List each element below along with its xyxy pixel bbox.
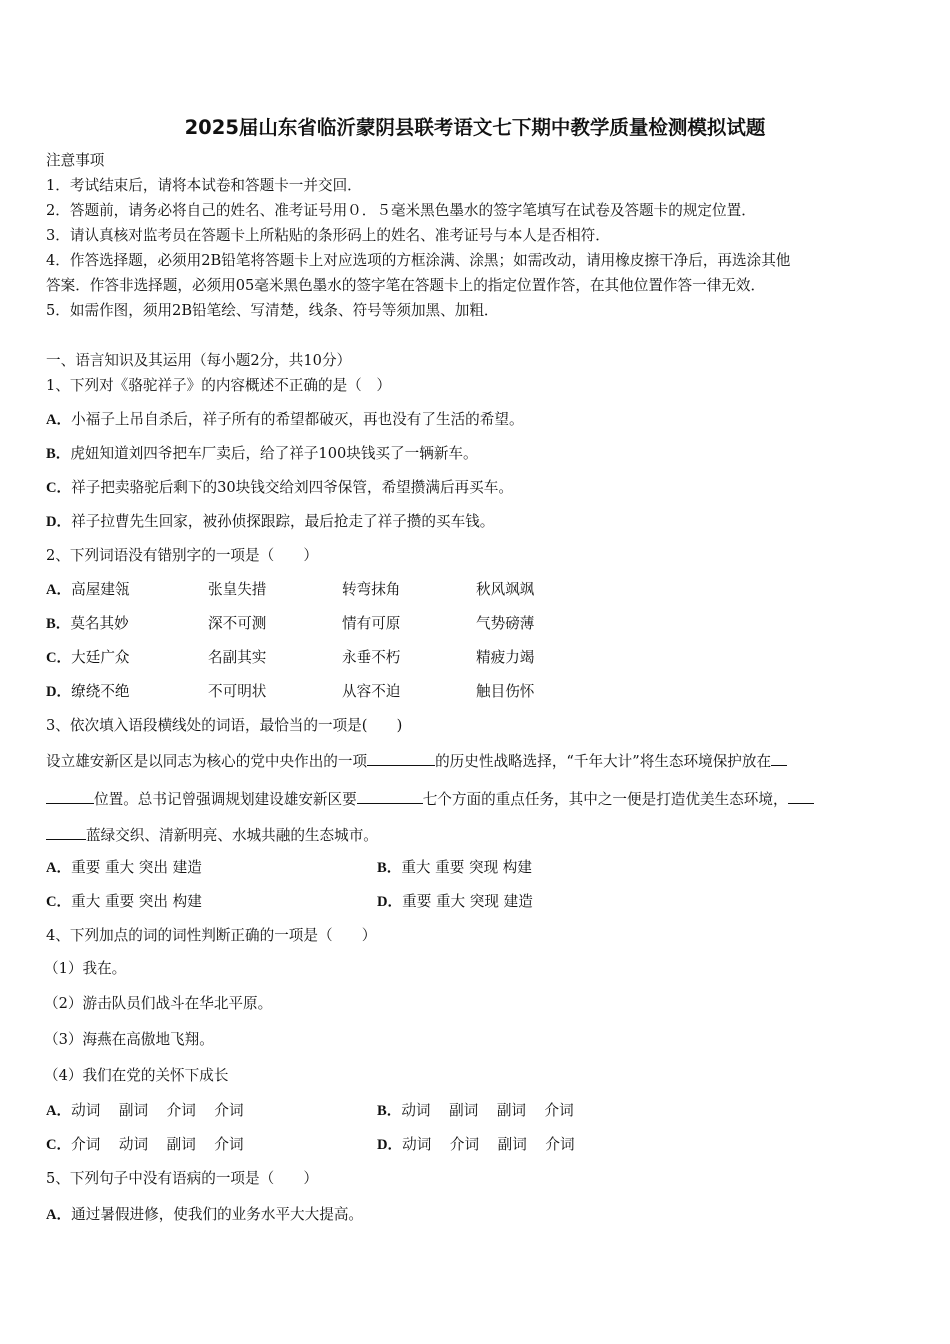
section-heading: 一、语言知识及其运用（每小题2分，共10分） xyxy=(46,352,352,369)
option-word: 缭绕不绝 xyxy=(71,683,130,700)
option-text: 祥子把卖骆驼后剩下的30块钱交给刘四爷保管，希望攒满后再买车。 xyxy=(71,479,513,496)
question-4-item: （4）我们在党的关怀下成长 xyxy=(44,1067,229,1084)
question-4-option-a xyxy=(46,1102,244,1120)
notice-item: 3．请认真核对监考员在答题卡上所粘贴的条形码上的姓名、准考证号与本人是否相符． xyxy=(46,227,610,244)
question-3-stem: 3、依次填入语段横线处的词语，最恰当的一项是( ) xyxy=(46,717,403,734)
option-key: B． xyxy=(46,446,71,462)
option-word: 莫名其妙 xyxy=(70,615,129,632)
option-key: B． xyxy=(377,1103,402,1119)
option-word: 情有可原 xyxy=(342,615,401,632)
option-text: 重要 重大 突出 建造 xyxy=(71,859,202,876)
option-text: 介词 动词 副词 介词 xyxy=(71,1136,244,1153)
question-4-stem: 4、下列加点的词的词性判断正确的一项是（ ） xyxy=(46,927,377,944)
option-word: 从容不迫 xyxy=(342,683,401,700)
option-key: C． xyxy=(46,480,72,496)
option-key: D． xyxy=(46,514,72,530)
question-3-option-c xyxy=(46,893,202,911)
passage-text: 的历史性战略选择，“千年大计”将生态环境保护放在 xyxy=(435,753,772,770)
passage-text: 七个方面的重点任务，其中之一便是打造优美生态环境， xyxy=(422,791,788,808)
option-text: 虎妞知道刘四爷把车厂卖后，给了祥子100块钱买了一辆新车。 xyxy=(70,445,478,462)
question-1-option-c xyxy=(46,479,513,497)
notice-heading: 注意事项 xyxy=(46,152,105,169)
fill-blank xyxy=(46,789,94,804)
option-text: 重要 重大 突现 建造 xyxy=(402,893,533,910)
notice-item: 答案．作答非选择题，必须用05毫米黑色墨水的签字笔在答题卡上的指定位置作答，在其他位置作答一律无效． xyxy=(46,277,766,294)
option-text: 动词 副词 介词 介词 xyxy=(71,1102,244,1119)
option-key: D． xyxy=(377,894,403,910)
option-key: D．缭绕不绝 xyxy=(46,683,130,700)
question-1-option-d xyxy=(46,513,494,531)
fill-blank xyxy=(46,825,86,840)
option-key: B．莫名其妙 xyxy=(46,615,129,632)
passage-text: 蓝绿交织、清新明亮、水城共融的生态城市。 xyxy=(86,827,378,844)
option-key: A． xyxy=(46,860,72,876)
option-text: 小福子上吊自杀后，祥子所有的希望都破灭，再也没有了生活的希望。 xyxy=(71,411,524,428)
passage-text: 位置。总书记曾强调规划建设雄安新区要 xyxy=(94,791,357,808)
option-text: 重大 重要 突出 构建 xyxy=(71,893,202,910)
notice-item: 2．答题前，请务必将自己的姓名、准考证号用０．５毫米黑色墨水的签字笔填写在试卷及答题卡的规定位置． xyxy=(46,202,756,219)
option-word: 高屋建瓴 xyxy=(71,581,130,598)
option-text: 祥子拉曹先生回家，被孙侦探跟踪，最后抢走了祥子攒的买车钱。 xyxy=(71,513,495,530)
question-5-option-a xyxy=(46,1206,363,1224)
passage-line-1 xyxy=(46,751,787,771)
passage-text: 设立雄安新区是以同志为核心的党中央作出的一项 xyxy=(46,753,368,770)
question-3-option-a xyxy=(46,859,202,877)
option-word: 精疲力竭 xyxy=(476,649,535,666)
option-word: 大廷广众 xyxy=(71,649,130,666)
option-key: C． xyxy=(46,894,72,910)
question-1-option-b xyxy=(46,445,478,463)
question-3-option-b xyxy=(377,859,532,877)
option-word: 秋风飒飒 xyxy=(476,581,535,598)
option-key: A． xyxy=(46,412,72,428)
option-key: A． xyxy=(46,1207,72,1223)
option-word: 触目伤怀 xyxy=(476,683,535,700)
option-key: C．大廷广众 xyxy=(46,649,130,666)
question-4-item: （2）游击队员们战斗在华北平原。 xyxy=(44,995,273,1012)
option-key: A．高屋建瓴 xyxy=(46,581,130,598)
question-4-option-d xyxy=(377,1136,575,1154)
option-word: 转弯抹角 xyxy=(342,581,401,598)
option-word: 深不可测 xyxy=(208,615,267,632)
option-word: 不可明状 xyxy=(208,683,267,700)
option-text: 重大 重要 突现 构建 xyxy=(401,859,532,876)
option-key: C． xyxy=(46,1137,72,1153)
option-word: 名副其实 xyxy=(208,649,267,666)
option-word: 张皇失措 xyxy=(208,581,267,598)
fill-blank xyxy=(357,789,423,804)
fill-blank xyxy=(771,751,787,766)
notice-item: 4．作答选择题，必须用2B铅笔将答题卡上对应选项的方框涂满、涂黑；如需改动，请用橡皮擦干净后，再选涂其他 xyxy=(46,252,791,269)
question-1-option-a xyxy=(46,411,524,429)
option-word: 气势磅薄 xyxy=(476,615,535,632)
question-4-item: （3）海燕在高傲地飞翔。 xyxy=(44,1031,214,1048)
question-4-item: （1）我在。 xyxy=(44,960,127,977)
option-text: 动词 副词 副词 介词 xyxy=(401,1102,574,1119)
option-word: 永垂不朽 xyxy=(342,649,401,666)
question-3-option-d xyxy=(377,893,533,911)
question-4-option-c xyxy=(46,1136,244,1154)
option-key: B． xyxy=(377,860,402,876)
fill-blank xyxy=(788,789,814,804)
question-4-option-b xyxy=(377,1102,574,1120)
passage-line-3 xyxy=(46,825,378,845)
option-text: 动词 介词 副词 介词 xyxy=(402,1136,575,1153)
passage-line-2 xyxy=(46,789,814,809)
fill-blank xyxy=(367,751,435,766)
option-text: 通过暑假进修，使我们的业务水平大大提高。 xyxy=(71,1206,364,1223)
question-1-stem: 1、下列对《骆驼祥子》的内容概述不正确的是（ ） xyxy=(46,377,391,394)
option-key: A． xyxy=(46,1103,72,1119)
notice-item: 5．如需作图，须用2B铅笔绘、写清楚，线条、符号等须加黑、加粗． xyxy=(46,302,499,319)
page-title: 2025届山东省临沂蒙阴县联考语文七下期中教学质量检测模拟试题 xyxy=(184,116,766,139)
question-2-stem: 2、下列词语没有错别字的一项是（ ） xyxy=(46,547,318,564)
question-5-stem: 5、下列句子中没有语病的一项是（ ） xyxy=(46,1170,318,1187)
notice-item: 1．考试结束后，请将本试卷和答题卡一并交回． xyxy=(46,177,362,194)
option-key: D． xyxy=(377,1137,403,1153)
